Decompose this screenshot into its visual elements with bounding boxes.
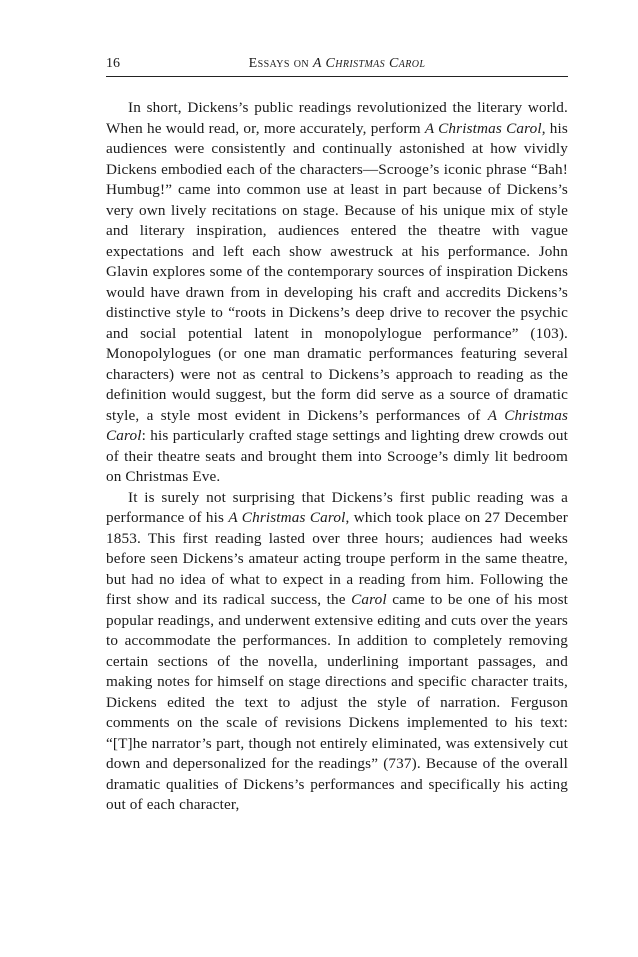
running-head-title bbox=[106, 54, 568, 74]
page-number: 16 bbox=[106, 56, 120, 71]
text-run: It is surely not surprising that Dickens’s first public reading was a performance of his bbox=[106, 488, 568, 526]
running-head bbox=[106, 54, 568, 77]
body-text bbox=[106, 98, 568, 816]
italic-title-run: A Christmas Carol bbox=[106, 406, 569, 444]
italic-title-run: Carol bbox=[351, 591, 387, 608]
italic-title-run: A Christmas Carol bbox=[228, 509, 346, 526]
text-run: , which took place on 27 December 1853. This first reading lasted over three hours; audiences had weeks before seen Dickens’s amateur acting troupe perform in the same theatre, but had no idea of what to expect in a reading from him. Following the first show and its radical success, the bbox=[106, 509, 568, 608]
text-run: came to be one of his most popular readings, and underwent extensive editing and cuts over the years to accommodate the performances. In addition to completely removing certain sections of the novella, underlining important passages, and making notes for himself on stage directions and specific character traits, Dickens edited the text to adjust the style of narration. Ferguson comments on the scale of revisions Dickens implemented to his text: “[T]he narrator’s part, though not entirely eliminated, was extensively cut down and depersonalized for the readings” (737). Because of the overall dramatic qualities of Dickens’s performances and specifically his acting out of each character, bbox=[106, 591, 568, 813]
paragraph-2 bbox=[106, 488, 568, 816]
text-run: , his audiences were consistently and continually astonished at how vividly Dickens embodied each of the characters—Scrooge’s iconic phrase “Bah! Humbug!” came into common use at least in part because of Dickens’s very own lively recitations on stage. Because of his unique mix of style and literary inspiration, audiences entered the theatre with vague expectations and left each show awestruck at his performance. John Glavin explores some of the contemporary sources of inspiration Dickens would have drawn from in developing his craft and accredits Dickens’s distinctive style to “roots in Dickens’s deep drive to recover the psychic and social potential latent in monopolylogue performance” (103). Monopolylogues (or one man dramatic performances featuring several characters) were not as central to Dickens’s approach to reading as the definition would suggest, but the form did serve as a source of dramatic style, a style most evident in Dickens’s performances of bbox=[106, 119, 568, 424]
italic-title-run: A Christmas Carol bbox=[424, 119, 542, 137]
paragraph-1 bbox=[106, 98, 568, 488]
text-run: In short, Dickens’s public readings revolutionized the literary world. When he would read, or, more accurately, perform bbox=[106, 99, 568, 137]
text-run: : his particularly crafted stage settings and lighting drew crowds out of their theatre seats and brought them into Scrooge’s dimly lit bedroom on Christmas Eve. bbox=[106, 427, 568, 485]
running-head-title-italic: A Christmas Carol bbox=[312, 56, 426, 71]
running-head-title-prefix: Essays on bbox=[248, 56, 313, 71]
